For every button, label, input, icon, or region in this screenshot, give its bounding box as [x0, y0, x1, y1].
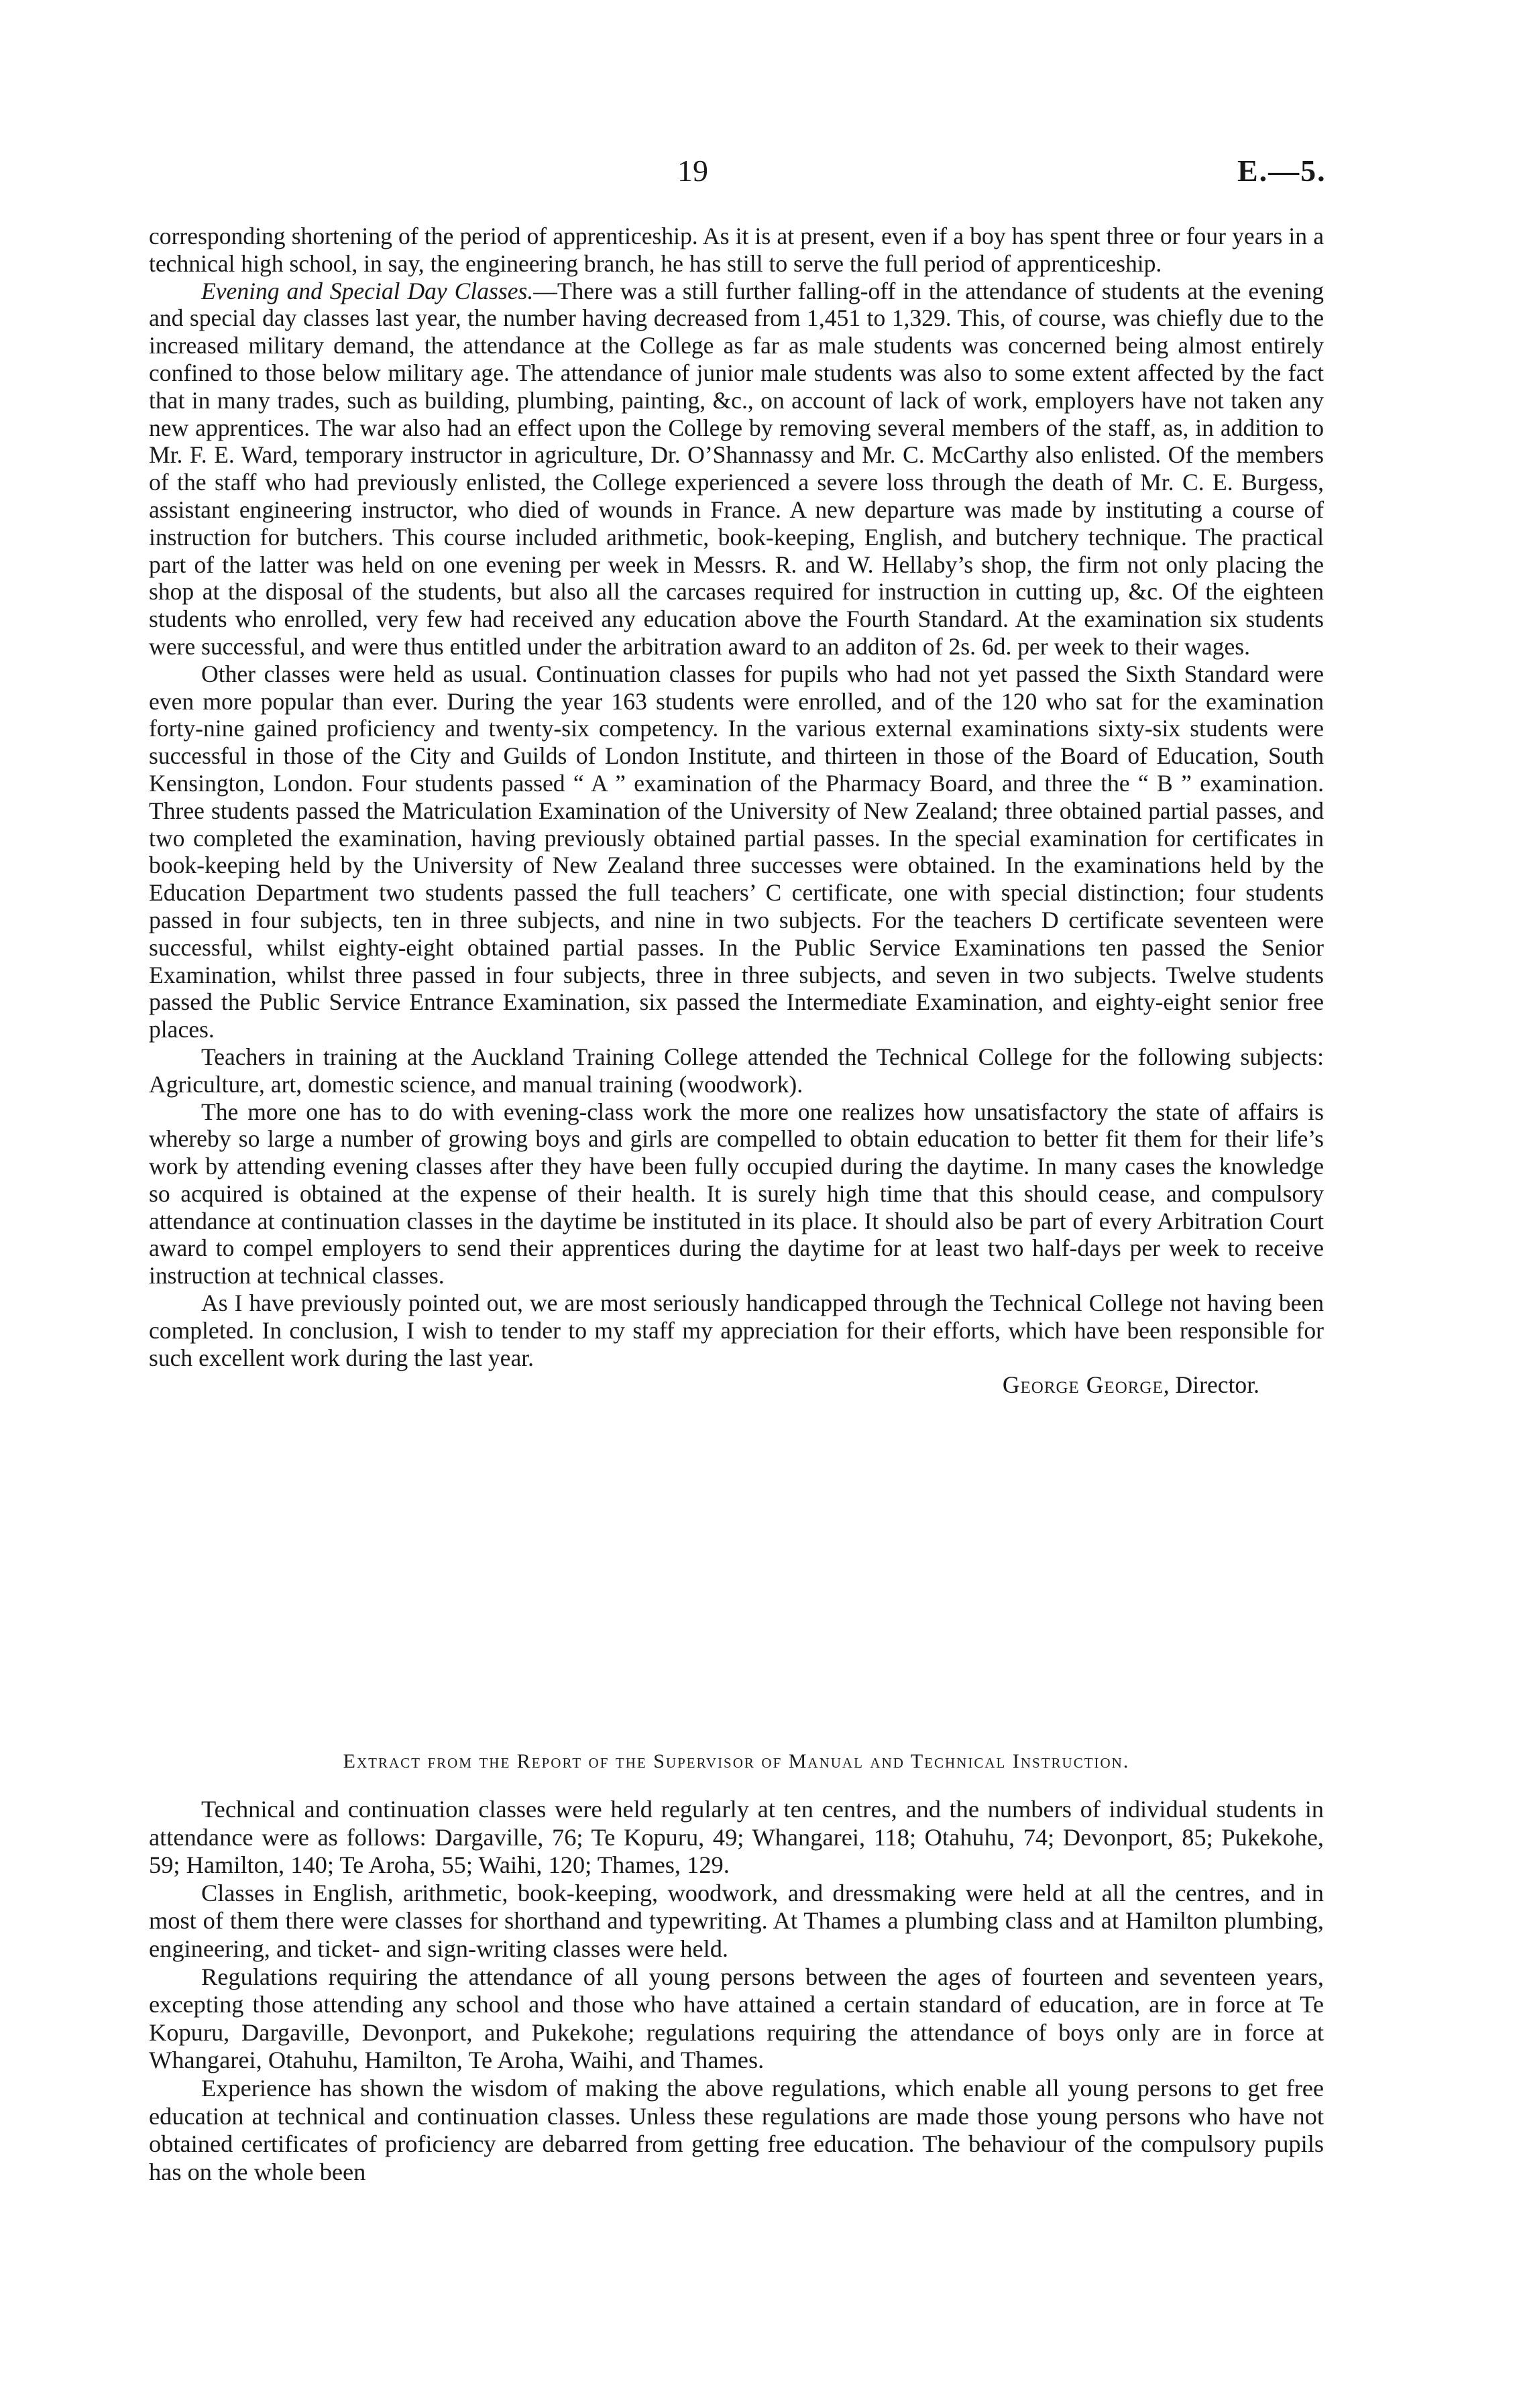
report-section-director — [149, 223, 1324, 1399]
paragraph-evening-class-work: The more one has to do with evening-class work the more one realizes how unsatisfactory the state of affairs is whereby so large a number of growing boys and girls are compelled to obtain education to better fit them for their life’s work by attending evening classes after they have been fully occupied during the daytime. In many cases the knowledge so acquired is obtained at the expense of their health. It is surely high time that this should cease, and compulsory attendance at continuation classes in the daytime be instituted in its place. It should also be part of every Arbitration Court award to compel employers to send their apprentices during the daytime for at least two half-days per week to receive instruction at technical classes. — [149, 1098, 1324, 1289]
page-header — [0, 153, 1521, 200]
report-section-supervisor — [149, 1703, 1324, 2186]
paragraph-experience: Experience has shown the wisdom of making the above regulations, which enable all young persons to get free education at technical and continuation classes. Unless these regulations are made those young persons who have not obtained certificates of proficiency are debarred from getting free education. The behaviour of the compulsory pupils has on the whole been — [149, 2074, 1324, 2185]
evening-classes-body: —There was a still further falling-off in the attendance of students at the evening and special day classes last year, the number having decreased from 1,451 to 1,329. This, of course, was chiefly due to the increased military demand, the attendance at the College as far as male students was concerned being almost entirely confined to those below military age. The attendance of junior male students was also to some extent affected by the fact that in many trades, such as building, plumbing, painting, &c., on account of lack of work, employers have not taken any new apprentices. The war also had an effect upon the College by removing several members of the staff, as, in addition to Mr. F. E. Ward, temporary instructor in agriculture, Dr. O’Shannassy and Mr. C. McCarthy also enlisted. Of the members of the staff who had previously enlisted, the College experienced a severe loss through the death of Mr. C. E. Burgess, assistant engineering instructor, who died of wounds in France. A new departure was made by instituting a course of instruction for butchers. This course included arithmetic, book-keeping, English, and butchery technique. The practical part of the latter was held on one evening per week in Messrs. R. and W. Hellaby’s shop, the firm not only placing the shop at the disposal of the students, but also all the carcases required for instruction in cutting up, &c. Of the eighteen students who enrolled, very few had received any education above the Fourth Standard. At the examination six students were successful, and were thus entitled under the arbitration award to an additon of 2s. 6d. per week to their wages. — [149, 277, 1324, 660]
section-heading: Extract from the Report of the Supervisor of Manual and Technical Instruction. — [343, 1750, 1130, 1772]
paragraph-regulations: Regulations requiring the attendance of all young persons between the ages of fourteen and seventeen years, excepting those attending any school and those who have attained a certain standard of education, are in force at Te Kopuru, Dargaville, Devonport, and Pukekohe; regulations requiring the attendance of boys only are in force at Whangarei, Otahuhu, Hamilton, Te Aroha, Waihi, and Thames. — [149, 1963, 1324, 2074]
signature — [149, 1371, 1259, 1399]
page-number: 19 — [677, 154, 708, 188]
paragraph-conclusion: As I have previously pointed out, we are most seriously handicapped through the Technical College not having been completed. In conclusion, I wish to tender to my staff my appreciation for their efforts, which have been responsible for such excellent work during the last year. — [149, 1289, 1324, 1371]
paragraph-classes: Classes in English, arithmetic, book-keeping, woodwork, and dressmaking were held at all the centres, and in most of them there were classes for shorthand and typewriting. At Thames a plumbing class and at Hamilton plumbing, engineering, and ticket- and sign-writing classes were held. — [149, 1879, 1324, 1962]
paragraph-teachers-training: Teachers in training at the Auckland Training College attended the Technical College for the following subjects: Agriculture, art, domestic science, and manual training (woodwork). — [149, 1043, 1324, 1098]
document-code: E.—5. — [1237, 154, 1327, 188]
signature-title: , Director. — [1163, 1371, 1259, 1399]
evening-classes-title: Evening and Special Day Classes. — [201, 277, 534, 304]
signature-name: George George — [1002, 1371, 1164, 1399]
paragraph-evening-classes — [149, 278, 1324, 661]
paragraph-centres: Technical and continuation classes were held regularly at ten centres, and the numbers of individual students in attendance were as follows: Dargaville, 76; Te Kopuru, 49; Whangarei, 118; Otahuhu, 74; Devonport, 85; Pukekohe, 59; Hamilton, 140; Te Aroha, 55; Waihi, 120; Thames, 129. — [149, 1796, 1324, 1879]
paragraph-apprenticeship: corresponding shortening of the period of apprenticeship. As it is at present, even if a boy has spent three or four years in a technical high school, in say, the engineering branch, he has still to serve the full period of apprenticeship. — [149, 223, 1324, 277]
paragraph-other-classes: Other classes were held as usual. Continuation classes for pupils who had not yet passed the Sixth Standard were even more popular than ever. During the year 163 students were enrolled, and of the 120 who sat for the examination forty-nine gained proficiency and twenty-six competency. In the various external examinations sixty-six students were successful in those of the City and Guilds of London Institute, and thirteen in those of the Board of Education, South Kensington, London. Four students passed “ A ” examination of the Pharmacy Board, and three the “ B ” examination. Three students passed the Matriculation Examination of the University of New Zealand; three obtained partial passes, and two completed the examination, having previously obtained partial passes. In the special examination for certificates in book-keeping held by the University of New Zealand three successes were obtained. In the examinations held by the Education Department two students passed the full teachers’ C certificate, one with special distinction; four students passed in four subjects, ten in three subjects, and nine in two subjects. For the teachers D certificate seventeen were successful, whilst eighty-eight obtained partial passes. In the Public Service Examinations ten passed the Senior Examination, whilst three passed in four subjects, three in three subjects, and seven in two subjects. Twelve students passed the Public Service Entrance Examination, six passed the Intermediate Examination, and eighty-eight senior free places. — [149, 660, 1324, 1043]
